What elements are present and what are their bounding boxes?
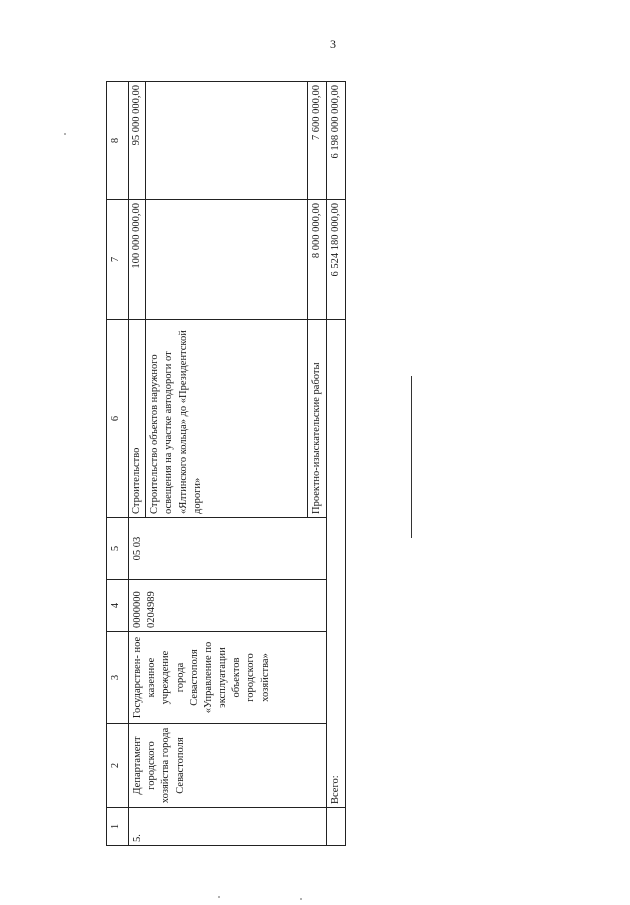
value-8-cell — [129, 82, 308, 200]
header-cell: 6 — [107, 320, 129, 518]
row-number-cell: 5. — [129, 808, 327, 846]
value-7-cell — [129, 200, 308, 320]
object-description: Строительство объектов наружного освещения на участке автодороги от «Ялтинского кольца» до «Президентской дороги» — [149, 330, 203, 514]
total-empty-cell — [327, 808, 346, 846]
scan-speck — [218, 896, 220, 898]
code-cell: 0000000 0204989 — [129, 580, 327, 632]
scan-speck — [64, 133, 66, 135]
header-cell: 1 — [107, 808, 129, 846]
total-value-8-cell: 6 198 000 000,00 — [327, 82, 346, 200]
table-total-row — [327, 82, 346, 846]
section-cell: 05 03 — [129, 518, 327, 580]
budget-table — [106, 81, 346, 846]
scan-speck — [300, 898, 302, 900]
work-type-label: Строительство — [129, 320, 146, 517]
design-label-cell: Проектно-изыскательские работы — [308, 320, 327, 518]
header-cell: 7 — [107, 200, 129, 320]
page-number: 3 — [330, 37, 336, 51]
work-type-cell — [129, 320, 308, 518]
header-cell: 2 — [107, 724, 129, 808]
total-value-7-cell: 6 524 180 000,00 — [327, 200, 346, 320]
design-value-8-cell: 7 600 000,00 — [308, 82, 327, 200]
rotated-table-frame — [106, 82, 346, 846]
table-header-row — [107, 82, 129, 846]
rotated-table-wrapper — [106, 82, 346, 846]
signature-line — [411, 376, 412, 538]
header-cell: 5 — [107, 518, 129, 580]
header-cell: 4 — [107, 580, 129, 632]
value-7: 100 000 000,00 — [129, 200, 146, 319]
institution-cell: Государствен- ное казенное учреждение города Севастополя «Управление по эксплуатации объектов городского хозяйства» — [129, 632, 327, 724]
header-cell: 8 — [107, 82, 129, 200]
value-8: 95 000 000,00 — [129, 82, 146, 199]
table-row — [129, 82, 308, 846]
total-label-cell: Всего: — [327, 320, 346, 808]
department-cell: Департамент городского хозяйства города Севастополя — [129, 724, 327, 808]
header-cell: 3 — [107, 632, 129, 724]
design-value-7-cell: 8 000 000,00 — [308, 200, 327, 320]
